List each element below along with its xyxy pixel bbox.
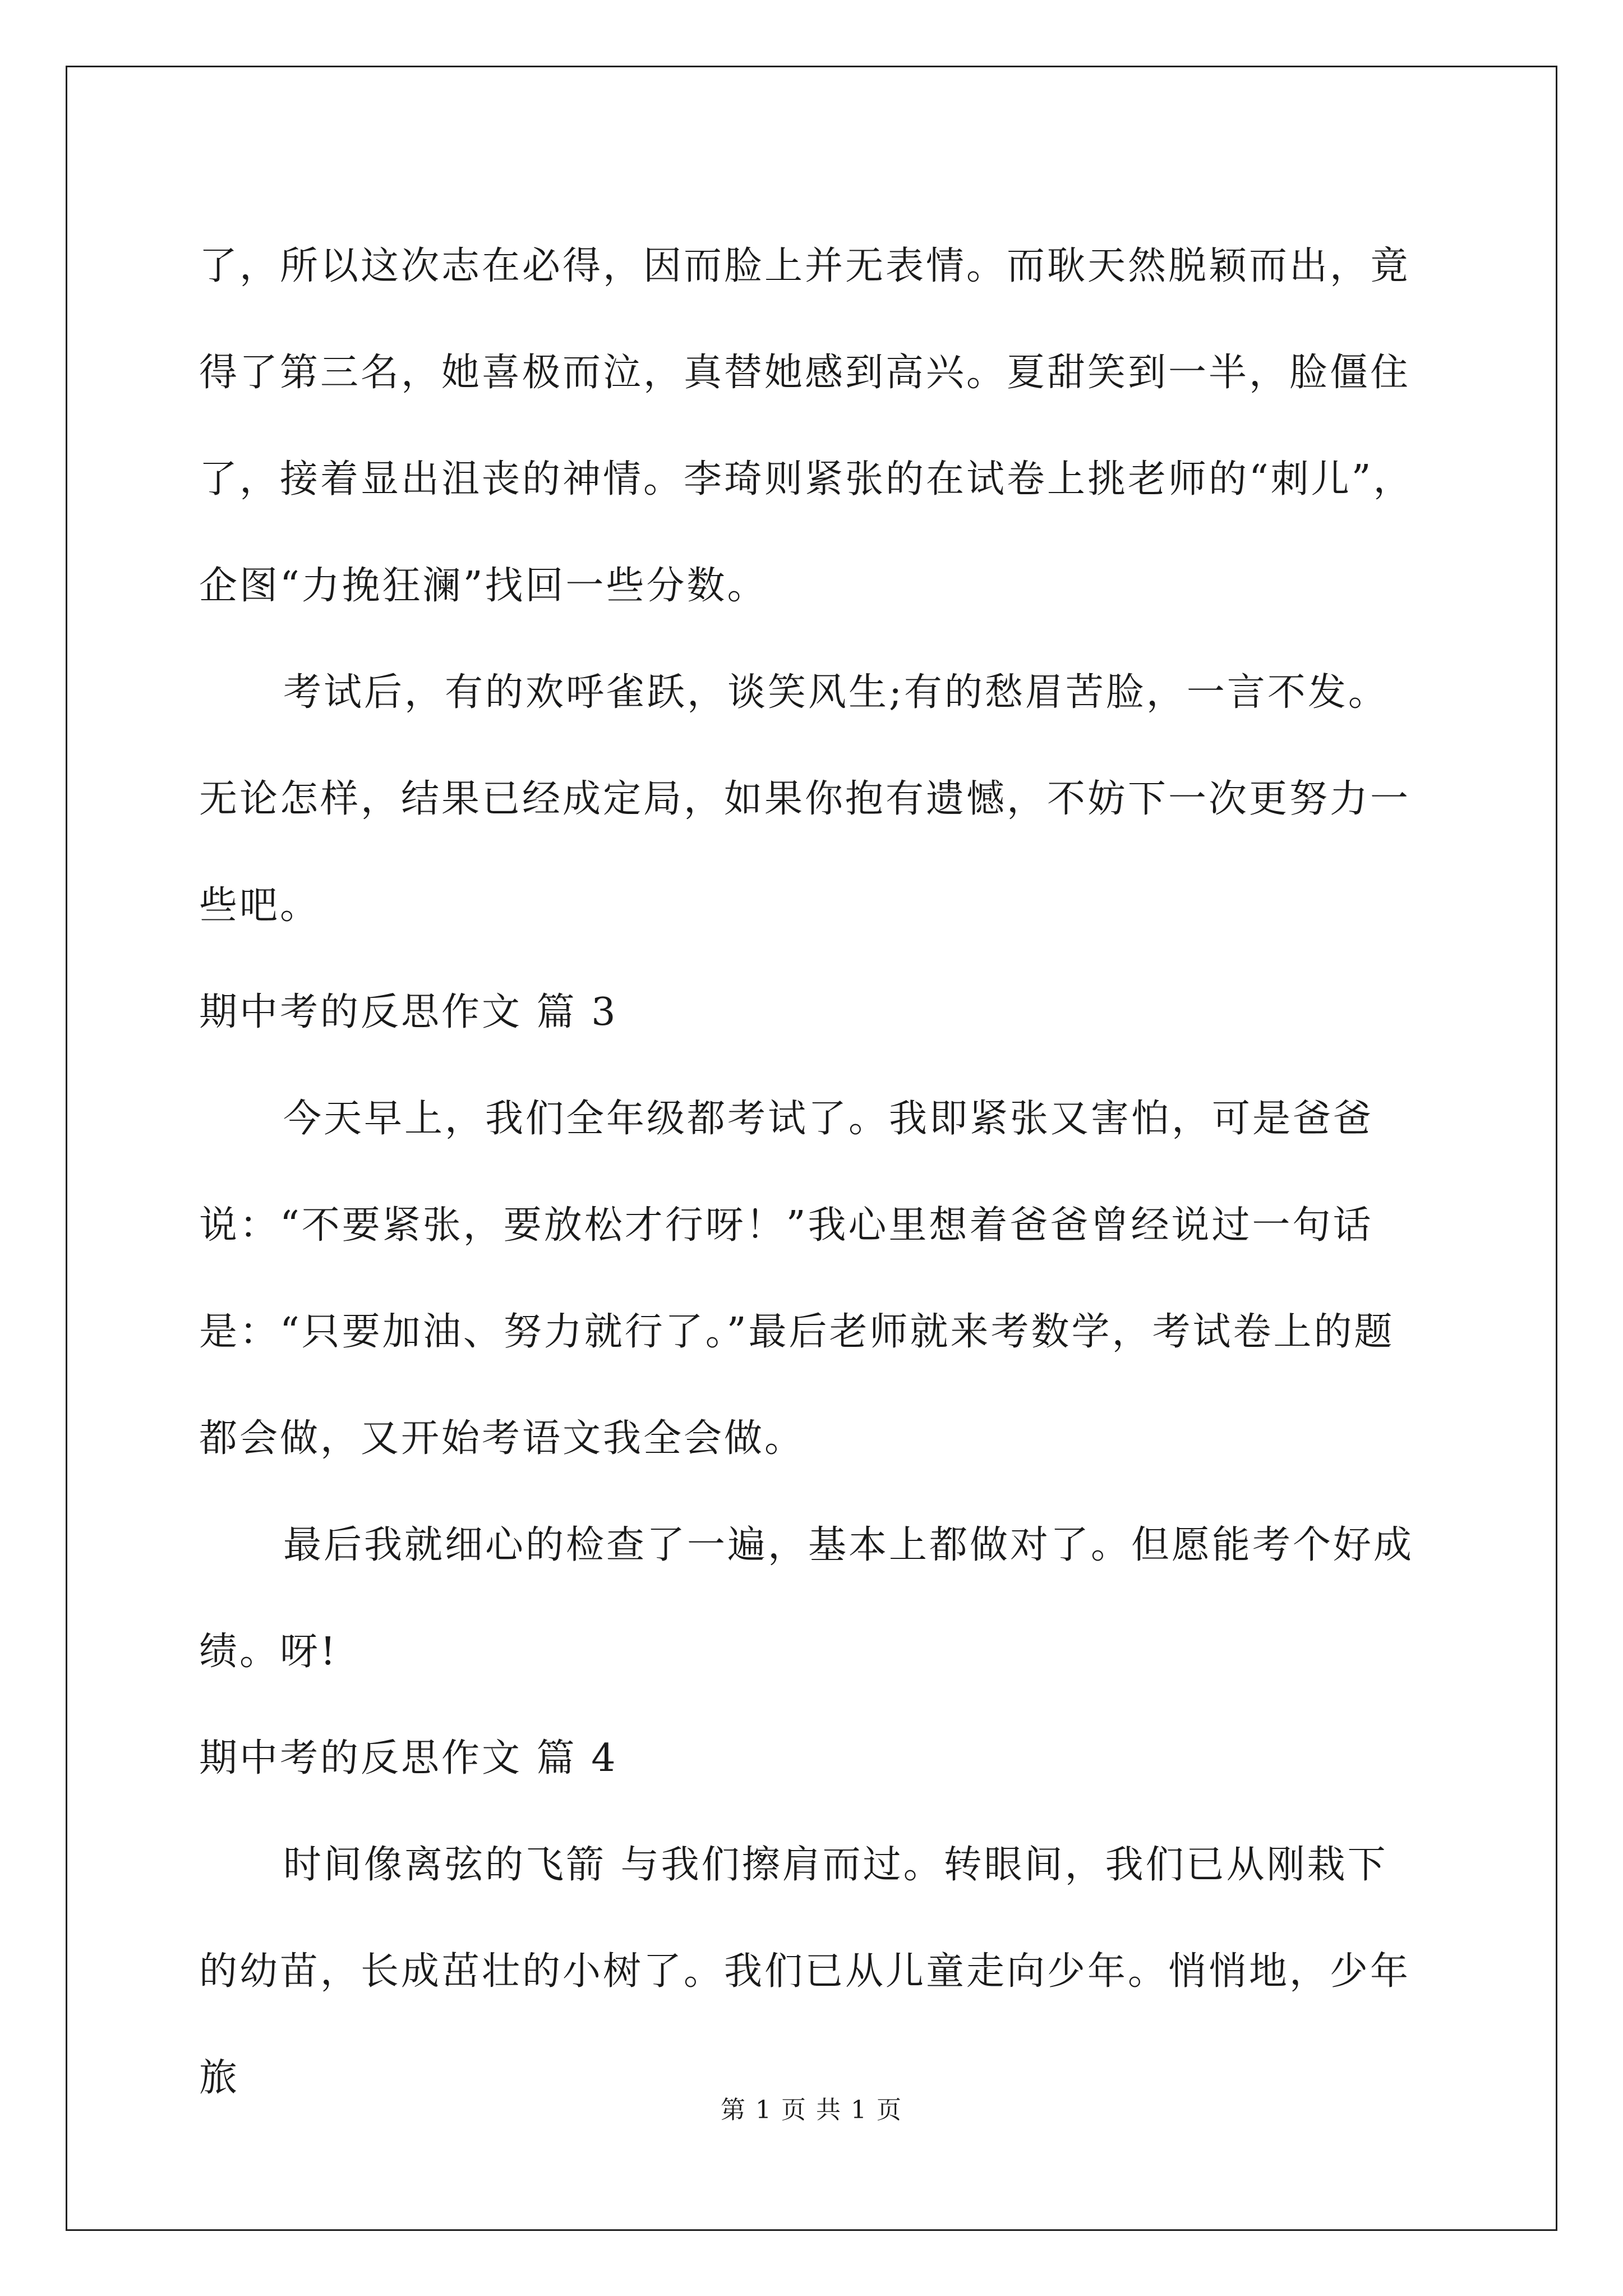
paragraph: 了，所以这次志在必得，因而脸上并无表情。而耿天然脱颖而出，竟得了第三名，她喜极而泣，真替她感到高兴。夏甜笑到一半，脸僵住了，接着显出沮丧的神情。李琦则紧张的在试卷上挑老师的“刺儿”，企图“力挽狂澜”找回一些分数。 — [199, 244, 1414, 608]
section-heading: 期中考的反思作文 篇 4 — [199, 1736, 618, 1780]
document-body — [199, 213, 1427, 2132]
paragraph: 今天早上，我们全年级都考试了。我即紧张又害怕，可是爸爸说：“不要紧张，要放松才行呀！”我心里想着爸爸曾经说过一句话是：“只要加油、努力就行了。”最后老师就来考数学，考试卷上的题都会做，又开始考语文我全会做。 — [199, 1097, 1395, 1461]
paragraph: 最后我就细心的检查了一遍，基本上都做对了。但愿能考个好成绩。呀! — [199, 1523, 1414, 1674]
page-number-footer: 第 1 页 共 1 页 — [721, 2096, 902, 2124]
section-heading: 期中考的反思作文 篇 3 — [199, 990, 618, 1034]
paragraph: 考试后，有的欢呼雀跃，谈笑风生;有的愁眉苦脸，一言不发。无论怎样，结果已经成定局，如果你抱有遗憾，不妨下一次更努力一些吧。 — [199, 670, 1411, 928]
paragraph: 时间像离弦的飞箭 与我们擦肩而过。转眼间，我们已从刚栽下的幼苗，长成茁壮的小树了。我们已从儿童走向少年。悄悄地，少年旅 — [199, 1843, 1411, 2100]
